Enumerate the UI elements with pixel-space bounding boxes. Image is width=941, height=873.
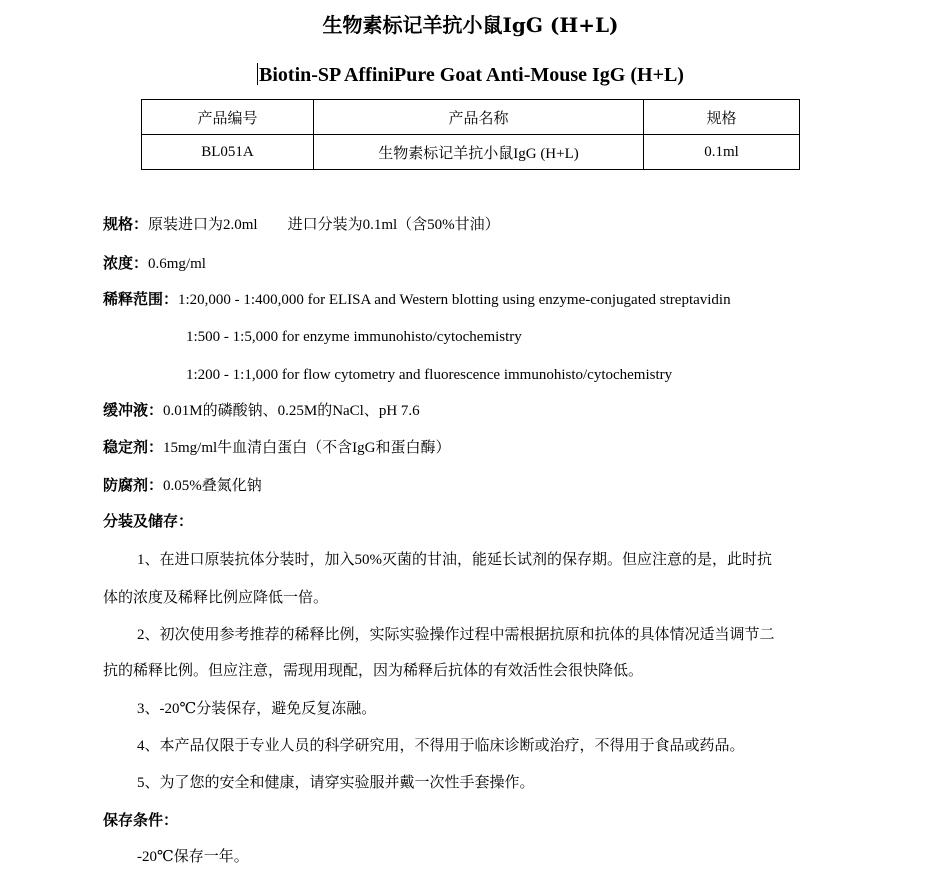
spec-value: 原装进口为2.0ml 进口分装为0.1ml（含50%甘油） <box>148 217 500 233</box>
concentration-value: 0.6mg/ml <box>148 256 206 272</box>
title-english-text: Biotin-SP AffiniPure Goat Anti-Mouse IgG (H+L) <box>259 64 684 86</box>
spec-label: 规格： <box>103 217 149 233</box>
cell-product-code: BL051A <box>142 135 314 170</box>
preservative-label: 防腐剂： <box>103 478 164 494</box>
storage-item-3: 3、-20℃分装保存，避免反复冻融。 <box>137 701 377 717</box>
text-cursor <box>257 63 258 85</box>
dilution-value-2: 1:500 - 1:5,000 for enzyme immunohisto/cytochemistry <box>186 329 522 345</box>
spec-line <box>103 214 500 236</box>
dilution-label: 稀释范围： <box>103 292 179 308</box>
storage-heading: 分装及储存： <box>103 514 194 530</box>
table-row <box>142 135 800 170</box>
dilution-value-3: 1:200 - 1:1,000 for flow cytometry and fluorescence immunohisto/cytochemistry <box>186 367 673 383</box>
storage-item-1-line-2: 体的浓度及稀释比例应降低一倍。 <box>103 590 329 606</box>
conditions-heading: 保存条件： <box>103 813 179 829</box>
storage-item-4: 4、本产品仅限于专业人员的科学研究用，不得用于临床诊断或治疗，不得用于食品或药品。 <box>137 738 745 754</box>
preservative-value: 0.05%叠氮化钠 <box>163 478 262 494</box>
conditions-value: -20℃保存一年。 <box>137 849 249 865</box>
header-product-code: 产品编号 <box>142 100 314 135</box>
header-spec: 规格 <box>644 100 800 135</box>
title-chinese: 生物素标记羊抗小鼠IgG (H+L) <box>322 13 619 37</box>
cell-spec: 0.1ml <box>644 135 800 170</box>
storage-item-2-line-1: 2、初次使用参考推荐的稀释比例，实际实验操作过程中需根据抗原和抗体的具体情况适当调节二 <box>137 627 775 643</box>
cell-product-name: 生物素标记羊抗小鼠IgG (H+L) <box>314 135 644 170</box>
buffer-label: 缓冲液： <box>103 403 164 419</box>
stabilizer-line <box>103 437 451 459</box>
stabilizer-value: 15mg/ml牛血清白蛋白（不含IgG和蛋白酶） <box>163 440 451 456</box>
dilution-line <box>103 289 731 311</box>
dilution-value-1: 1:20,000 - 1:400,000 for ELISA and Western blotting using enzyme-conjugated streptavidin <box>178 292 731 308</box>
table-header-row <box>142 100 800 135</box>
storage-item-2-line-2: 抗的稀释比例。但应注意，需现用现配，因为稀释后抗体的有效活性会很快降低。 <box>103 663 644 679</box>
storage-item-1-line-1: 1、在进口原装抗体分装时，加入50%灭菌的甘油，能延长试剂的保存期。但应注意的是，此时抗 <box>137 552 772 568</box>
concentration-label: 浓度： <box>103 256 149 272</box>
buffer-line <box>103 400 420 422</box>
header-product-name: 产品名称 <box>314 100 644 135</box>
preservative-line <box>103 475 262 497</box>
storage-item-5: 5、为了您的安全和健康，请穿实验服并戴一次性手套操作。 <box>137 775 535 791</box>
product-table <box>141 99 800 170</box>
buffer-value: 0.01M的磷酸钠、0.25M的NaCl、pH 7.6 <box>163 403 420 419</box>
stabilizer-label: 稳定剂： <box>103 440 164 456</box>
concentration-line <box>103 253 206 275</box>
title-english <box>0 60 941 90</box>
